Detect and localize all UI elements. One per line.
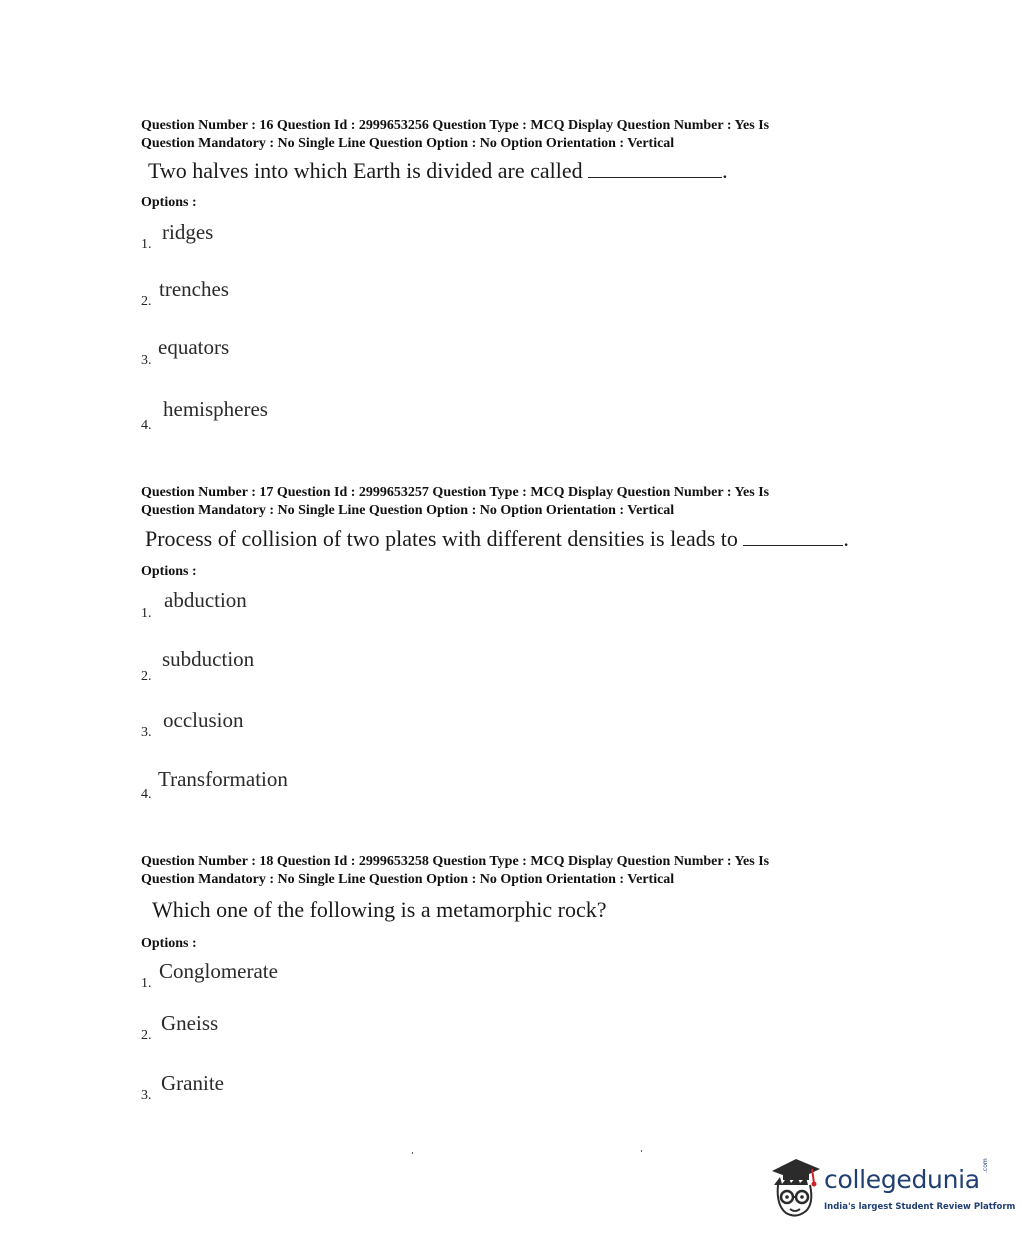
question-end-punct: .	[843, 526, 849, 551]
question-end-punct: .	[722, 158, 728, 183]
option-text: abduction	[164, 588, 247, 612]
option-text: equators	[158, 335, 230, 359]
option-text: Gneiss	[161, 1011, 219, 1035]
options-label: Options :	[141, 936, 197, 951]
option-text: Granite	[161, 1071, 224, 1095]
option-text: subduction	[162, 647, 255, 671]
logo-tagline: India's largest Student Review Platform	[824, 1202, 1016, 1212]
question-17-text	[145, 526, 849, 552]
question-meta-line: Question Number : 18 Question Id : 2999653258 Question Type : MCQ Display Question Number : Yes Is	[141, 854, 770, 869]
question-18-text	[152, 897, 607, 923]
option-number: 1.	[141, 976, 152, 991]
options-label: Options :	[141, 195, 197, 210]
question-meta-line: Question Number : 17 Question Id : 2999653257 Question Type : MCQ Display Question Number : Yes Is	[141, 485, 770, 500]
option-number: 4.	[141, 787, 152, 802]
logo-tld: .com	[982, 1158, 989, 1173]
option-number: 2.	[141, 294, 152, 309]
option-number: 3.	[141, 725, 152, 740]
option-number: 3.	[141, 1088, 152, 1103]
question-meta-line: Question Mandatory : No Single Line Question Option : No Option Orientation : Vertical	[141, 136, 675, 151]
scan-mark	[412, 1152, 413, 1154]
answer-blank	[743, 531, 843, 546]
option-number: 2.	[141, 1028, 152, 1043]
question-16-text	[148, 158, 728, 184]
option-text: trenches	[159, 277, 229, 301]
question-text: Process of collision of two plates with different densities is leads to	[145, 526, 738, 551]
option-number: 4.	[141, 418, 152, 433]
option-number: 3.	[141, 353, 152, 368]
question-text: Which one of the following is a metamorphic rock?	[152, 897, 607, 922]
collegedunia-logo	[766, 1155, 1016, 1223]
option-text: occlusion	[163, 708, 244, 732]
question-16-meta	[141, 117, 881, 153]
logo-wordmark: collegedunia	[824, 1165, 980, 1194]
mascot-icon	[766, 1155, 824, 1223]
option-number: 1.	[141, 606, 152, 621]
option-text: Conglomerate	[159, 959, 278, 983]
option-text: hemispheres	[163, 397, 268, 421]
question-text: Two halves into which Earth is divided are called	[148, 158, 583, 183]
scan-mark	[641, 1150, 642, 1152]
option-number: 2.	[141, 669, 152, 684]
question-meta-line: Question Mandatory : No Single Line Question Option : No Option Orientation : Vertical	[141, 872, 675, 887]
answer-blank	[588, 163, 722, 178]
question-meta-line: Question Mandatory : No Single Line Question Option : No Option Orientation : Vertical	[141, 503, 675, 518]
option-text: ridges	[162, 220, 214, 244]
options-label: Options :	[141, 564, 197, 579]
question-18-meta	[141, 853, 881, 889]
question-17-meta	[141, 484, 881, 520]
option-number: 1.	[141, 237, 152, 252]
option-text: Transformation	[158, 767, 288, 791]
question-meta-line: Question Number : 16 Question Id : 2999653256 Question Type : MCQ Display Question Number : Yes Is	[141, 118, 770, 133]
